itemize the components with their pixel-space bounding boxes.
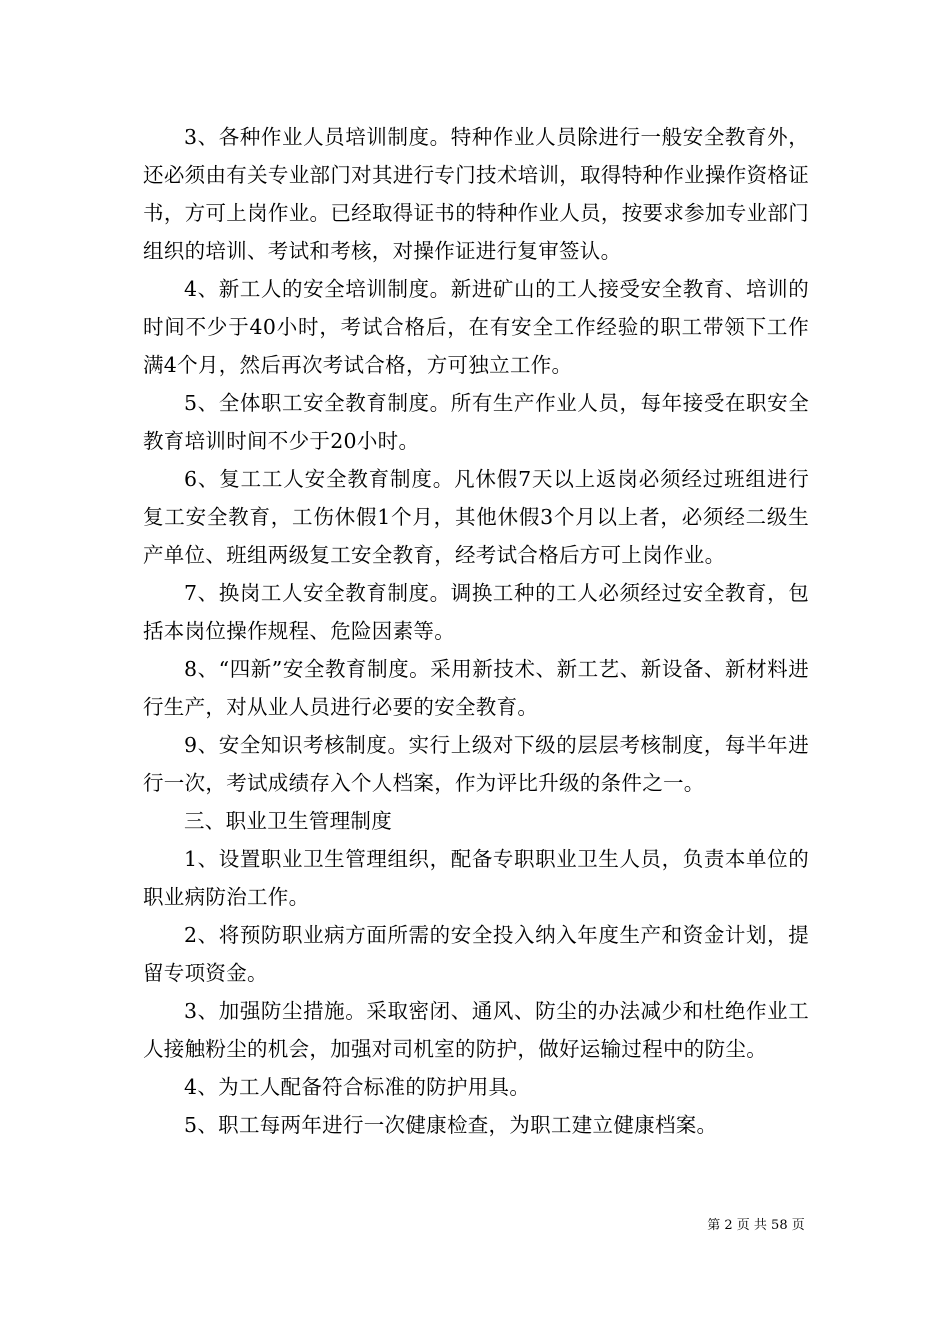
document-body: [143, 118, 809, 1144]
paragraph-new-worker-training: 4、新工人的安全培训制度。新进矿山的工人接受安全教育、培训的时间不少于40小时，考试合格后，在有安全工作经验的职工带领下工作满4个月，然后再次考试合格，方可独立工作。: [143, 277, 809, 377]
paragraph-all-staff-education: 5、全体职工安全教育制度。所有生产作业人员，每年接受在职安全教育培训时间不少于20小时。: [143, 391, 809, 453]
paragraph-safety-investment: 2、将预防职业病方面所需的安全投入纳入年度生产和资金计划，提留专项资金。: [143, 923, 809, 985]
paragraph-safety-knowledge-assessment: 9、安全知识考核制度。实行上级对下级的层层考核制度，每半年进行一次，考试成绩存入个人档案，作为评比升级的条件之一。: [143, 733, 809, 795]
page-number: 第 2 页 共 58 页: [707, 1218, 805, 1233]
paragraph-health-organization: 1、设置职业卫生管理组织，配备专职职业卫生人员，负责本单位的职业病防治工作。: [143, 847, 809, 909]
paragraph-four-new-education: 8、“四新”安全教育制度。采用新技术、新工艺、新设备、新材料进行生产，对从业人员进行必要的安全教育。: [143, 657, 809, 719]
section-heading-occupational-health: 三、职业卫生管理制度: [184, 809, 392, 833]
paragraph-protective-equipment: 4、为工人配备符合标准的防护用具。: [184, 1075, 531, 1099]
paragraph-health-checkup: 5、职工每两年进行一次健康检查，为职工建立健康档案。: [184, 1113, 718, 1137]
paragraph-job-change-education: 7、换岗工人安全教育制度。调换工种的工人必须经过安全教育，包括本岗位操作规程、危险因素等。: [143, 581, 809, 643]
paragraph-dust-prevention: 3、加强防尘措施。采取密闭、通风、防尘的办法减少和杜绝作业工人接触粉尘的机会，加强对司机室的防护，做好运输过程中的防尘。: [143, 999, 809, 1061]
paragraph-return-to-work-education: 6、复工工人安全教育制度。凡休假7天以上返岗必须经过班组进行复工安全教育，工伤休假1个月，其他休假3个月以上者，必须经二级生产单位、班组两级复工安全教育，经考试合格后方可上岗作业。: [143, 467, 809, 567]
page-footer: [0, 1218, 950, 1234]
paragraph-training-special-workers: 3、各种作业人员培训制度。特种作业人员除进行一般安全教育外，还必须由有关专业部门对其进行专门技术培训，取得特种作业操作资格证书，方可上岗作业。已经取得证书的特种作业人员，按要求参加专业部门组织的培训、考试和考核，对操作证进行复审签认。: [143, 125, 809, 263]
